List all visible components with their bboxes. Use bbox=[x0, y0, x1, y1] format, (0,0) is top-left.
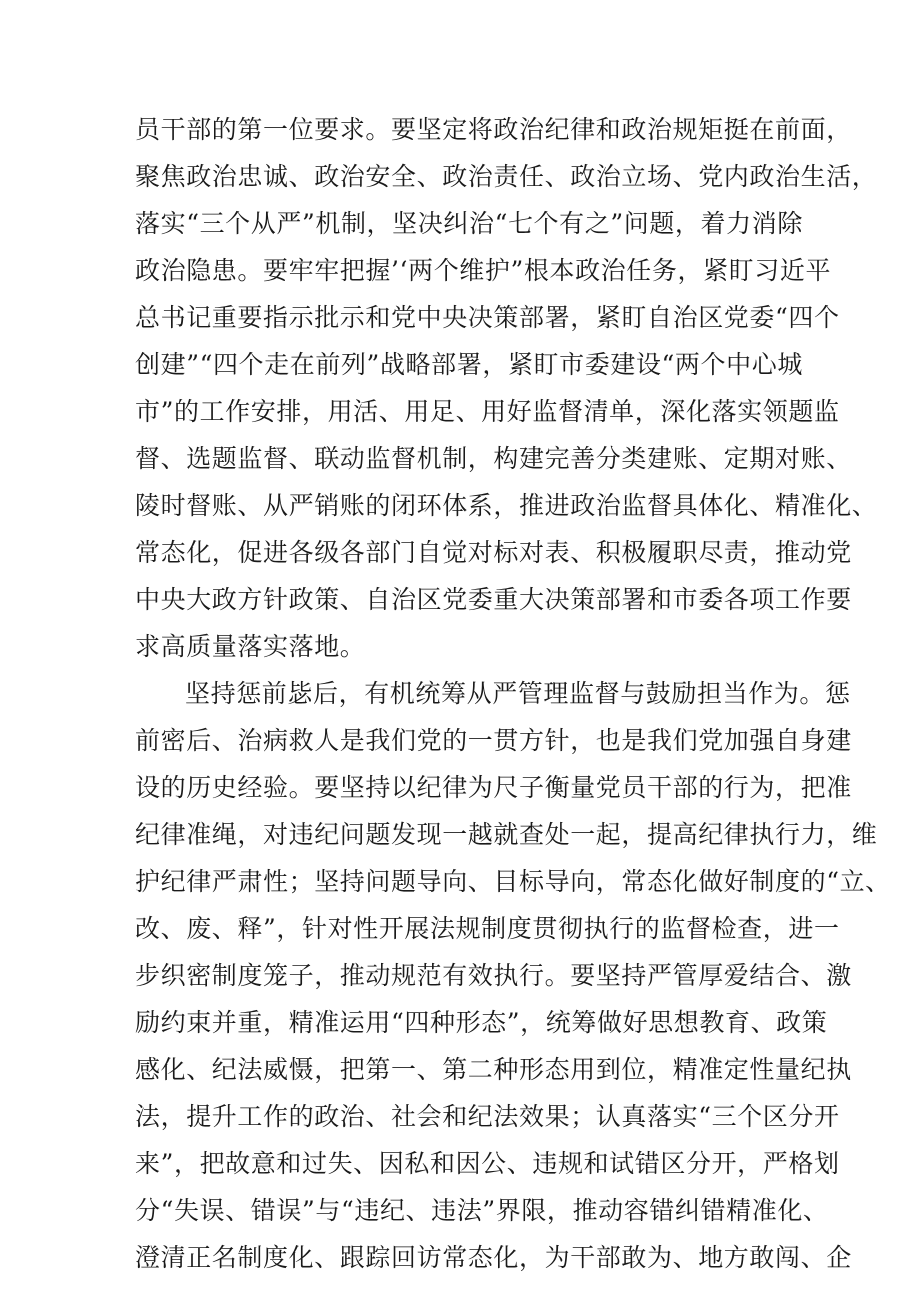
text-line: 落实“三个从严”机制，坚决纠治“七个有之”问题，着力消除 bbox=[135, 209, 803, 238]
text-line: 法，提升工作的政治、社会和纪法效果；认真落实“三个区分开 bbox=[135, 1102, 840, 1131]
text-line: 中央大政方针政策、自治区党委重大决策部署和市委各项工作要 bbox=[135, 585, 852, 614]
text-line: 常态化，促进各级各部门自觉对标对表、积极履职尽责，推动党 bbox=[135, 538, 852, 567]
text-line: 设的历史经验。要坚持以纪律为尺子衡量党员干部的行为，把准 bbox=[135, 773, 852, 802]
text-line: 员干部的第一位要求。要坚定将政治纪律和政治规矩挺在前面， bbox=[135, 115, 852, 144]
text-line: 护纪律严肃性；坚持问题导向、目标导向，常态化做好制度的“立、 bbox=[135, 867, 891, 896]
text-line: 来”，把故意和过失、因私和因公、违规和试错区分开，严格划 bbox=[135, 1149, 840, 1178]
paragraph-first-line: 坚持惩前毖后，有机统筹从严管理监督与鼓励担当作为。惩 bbox=[185, 679, 851, 708]
text-line: 市”的工作安排，用活、用足、用好监督清单，深化落实领题监 bbox=[135, 397, 840, 426]
text-line: 求高质量落实落地。 bbox=[135, 632, 366, 661]
text-line: 分“失误、错误”与“违纪、违法”界限，推动容错纠错精准化、 bbox=[135, 1196, 829, 1225]
text-line: 聚焦政治忠诚、政治安全、政治责任、政治立场、党内政治生活， bbox=[135, 162, 878, 191]
text-line: 政治隐患。要牢牢把握’‘两个维护”根本政治任务，紧盯习近平 bbox=[135, 256, 832, 285]
text-line: 陵时督账、从严销账的闭环体系，推进政治监督具体化、精准化、 bbox=[135, 491, 878, 520]
text-line: 澄清正名制度化、跟踪回访常态化，为干部敢为、地方敢闯、企 bbox=[135, 1243, 852, 1272]
text-line: 督、选题监督、联动监督机制，构建完善分类建账、定期对账、 bbox=[135, 444, 852, 473]
text-line: 步织密制度笼子，推动规范有效执行。要坚持严管厚爱结合、激 bbox=[135, 961, 852, 990]
text-line: 感化、纪法威慑，把第一、第二种形态用到位，精准定性量纪执 bbox=[135, 1055, 852, 1084]
text-line: 创建”“四个走在前列”战略部署，紧盯市委建设“两个中心城 bbox=[135, 350, 803, 379]
text-line: 纪律准绳，对违纪问题发现一越就查处一起，提高纪律执行力，维 bbox=[135, 820, 878, 849]
text-line: 前密后、治病救人是我们党的一贯方针，也是我们党加强自身建 bbox=[135, 726, 852, 755]
text-line: 改、废、释”，针对性开展法规制度贯彻执行的监督检查，进一 bbox=[135, 914, 840, 943]
text-line: 总书记重要指示批示和党中央决策部署，紧盯自治区党委“四个 bbox=[135, 303, 840, 332]
text-line: 励约束并重，精准运用“四种形态”，统筹做好思想教育、政策 bbox=[135, 1008, 828, 1037]
